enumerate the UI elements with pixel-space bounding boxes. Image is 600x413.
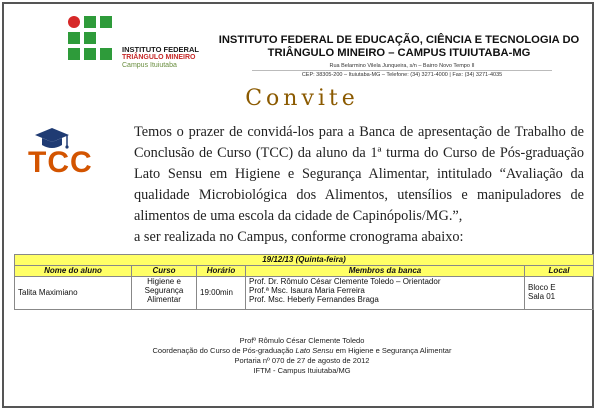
body-paragraph-1: Temos o prazer de convidá-los para a Banca de apresentação de Trabalho de Conclusão de Curso (TCC) da aluno da 1ª turma do Curso de Pós-graduação Lato Sensu em Higiene e Segurança Alimentar, intitulado “Avaliação da qualidade Microbiológica dos Alimentos, utensílios e manipuladores de alimentos de uma escola da cidade de Capinópolis/MG.”, xyxy=(134,124,584,224)
member-1: Prof. Dr. Rômulo César Clemente Toledo – Orientador xyxy=(249,277,441,286)
cell-location xyxy=(525,277,594,310)
course-line-2: Segurança xyxy=(144,286,184,295)
tcc-logo xyxy=(18,126,118,186)
institution-line-1: INSTITUTO FEDERAL DE EDUCAÇÃO, CIÊNCIA E TECNOLOGIA DO xyxy=(218,34,580,46)
invitation-document xyxy=(2,2,594,408)
cell-time xyxy=(197,277,246,310)
schedule-date-row xyxy=(15,255,594,266)
page-title: Convite xyxy=(245,86,359,111)
header-student: Nome do aluno xyxy=(15,266,132,277)
logo-line-2: TRIÂNGULO MINEIRO xyxy=(122,54,196,61)
logo-line-3: Campus Ituiutaba xyxy=(122,62,177,69)
role-before: Coordenação do Curso de Pós-graduação xyxy=(152,346,296,355)
header-time: Horário xyxy=(197,266,246,277)
location-line-1: Bloco E xyxy=(528,283,556,292)
address-line-2: CEP: 38305-200 – Ituiutaba-MG – Telefone: (34) 3271-4000 | Fax: (34) 3271-4035 xyxy=(252,70,552,79)
cell-members xyxy=(246,277,525,310)
role-italic: Lato Sensu xyxy=(295,346,334,355)
table-row xyxy=(15,277,594,310)
role-after: em Higiene e Segurança Alimentar xyxy=(333,346,452,355)
signature-campus: IFTM - Campus Ituiutaba/MG xyxy=(253,366,351,375)
institution-name xyxy=(204,34,594,60)
member-2: Prof.ª Msc. Isaura Maria Ferreira xyxy=(249,286,365,295)
iftm-logo xyxy=(66,14,206,78)
time-value: 19:00min xyxy=(200,288,233,297)
schedule-header-row xyxy=(15,266,594,277)
address-line-1: Rua Belarmino Vilela Junqueira, s/n – Bairro Novo Tempo II xyxy=(329,63,475,69)
cell-student xyxy=(15,277,132,310)
signature-block xyxy=(4,336,600,376)
logo-line-1: INSTITUTO FEDERAL xyxy=(122,45,199,54)
course-line-3: Alimentar xyxy=(147,295,181,304)
course-line-1: Higiene e xyxy=(147,277,181,286)
iftm-logo-text xyxy=(122,46,199,70)
iftm-logo-grid-icon xyxy=(66,14,120,68)
location-line-2: Sala 01 xyxy=(528,292,556,301)
signature-portaria: Portaria nº 070 de 27 de agosto de 2012 xyxy=(234,356,370,365)
address-block xyxy=(252,62,552,79)
schedule-table xyxy=(14,254,594,310)
body-paragraph-2: a ser realizada no Campus, conforme cronograma abaixo: xyxy=(134,229,464,245)
schedule-date: 19/12/13 (Quinta-feira) xyxy=(15,255,594,266)
cell-course xyxy=(132,277,197,310)
signature-role xyxy=(4,346,600,356)
member-3: Prof. Msc. Heberly Fernandes Braga xyxy=(249,295,379,304)
header-location: Local xyxy=(525,266,594,277)
tcc-label: TCC xyxy=(28,146,93,179)
institution-line-2: TRIÂNGULO MINEIRO – CAMPUS ITUIUTABA-MG xyxy=(267,47,531,59)
header-course: Curso xyxy=(132,266,197,277)
student-name: Talita Maximiano xyxy=(18,288,78,297)
header-members: Membros da banca xyxy=(246,266,525,277)
signature-name: Profº Rômulo César Clemente Toledo xyxy=(239,336,365,345)
invitation-body xyxy=(134,122,584,248)
